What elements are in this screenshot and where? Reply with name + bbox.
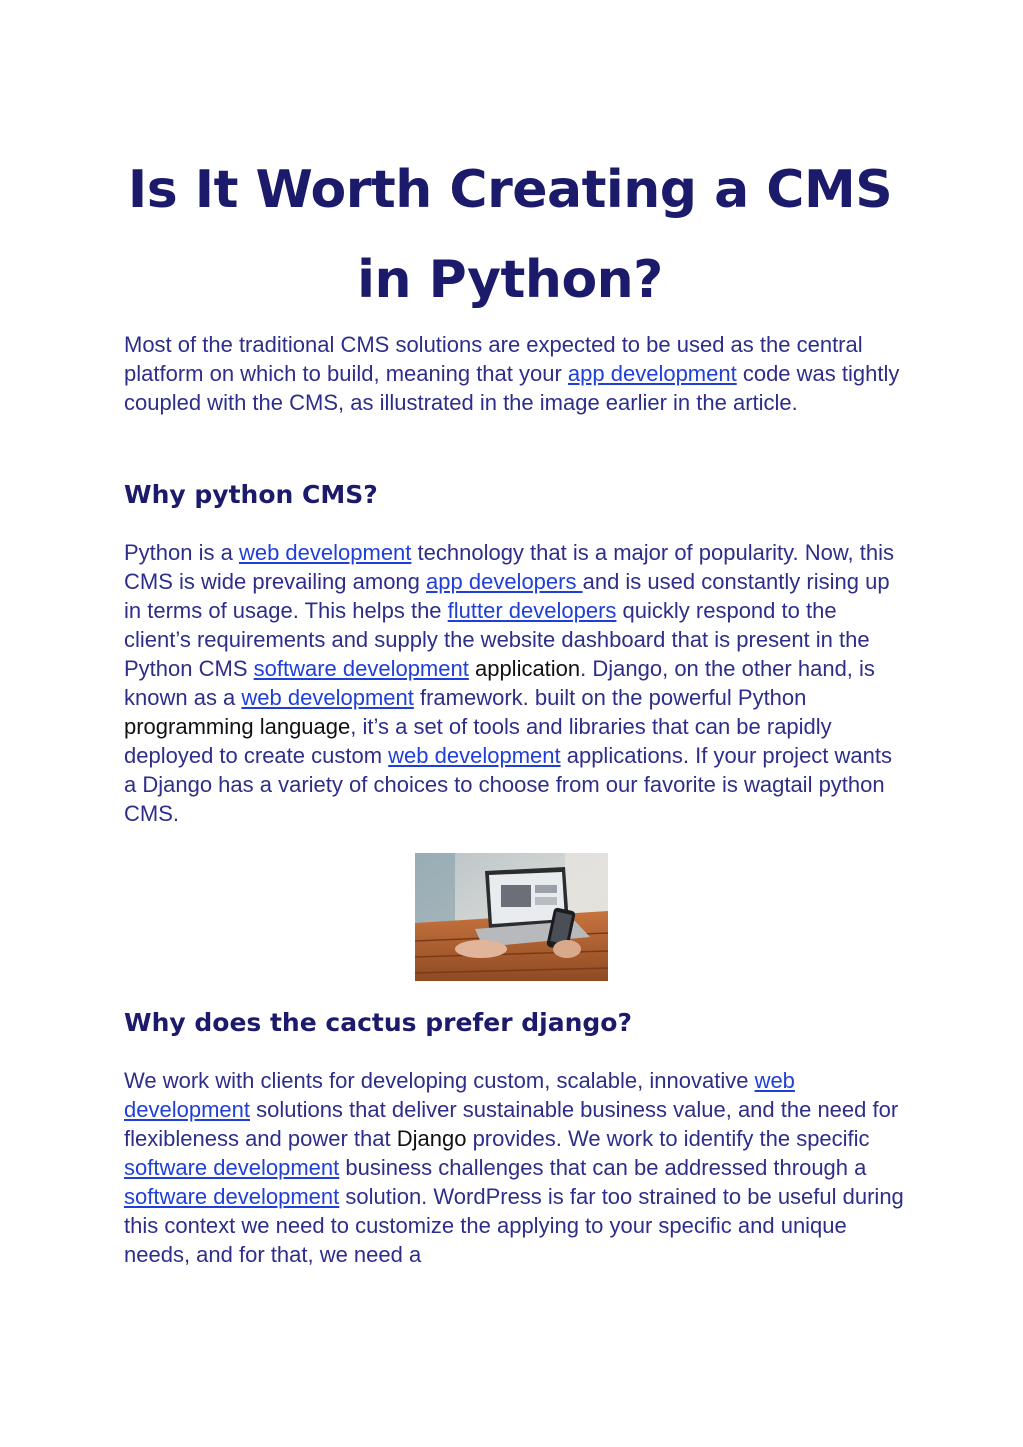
intro-text: code was tightly coupled with the CMS, as illustrated in the image earlier in the article. [124, 361, 900, 415]
paragraph-text: application [474, 656, 581, 681]
paragraph-text: We work with clients for developing custom, scalable, innovative [124, 1068, 755, 1093]
intro-paragraph [124, 330, 904, 417]
flutter-developers-link[interactable]: flutter developers [447, 598, 617, 623]
laptop-phone-photo-graphic [415, 853, 608, 981]
paragraph-text: applications. If your project wants a Django has a variety of choices to choose from our favorite is wagtail python CMS. [124, 743, 892, 826]
intro-text: Most of the traditional CMS solutions are expected to be used as the central platform on which to build, meaning that your [124, 332, 863, 386]
app-developers-link[interactable]: app developers [426, 569, 583, 594]
paragraph-text: and is used constantly rising up in terms of usage. This helps the [124, 569, 890, 623]
web-development-link[interactable]: web development [238, 540, 412, 565]
paragraph-text: framework. built on the powerful Python [413, 685, 807, 710]
web-development-link[interactable]: web development [124, 1068, 795, 1122]
paragraph-text: Python is a [124, 540, 239, 565]
paragraph-text: , it’s a set of tools and libraries that can be rapidly deployed to create custom [124, 714, 832, 768]
section1-paragraph [124, 538, 904, 828]
app-development-link[interactable]: app development [567, 361, 737, 386]
paragraph-text: solution. WordPress is far too strained to be useful during this context we need to customize the applying to your specific and unique needs, and for that, we need a [124, 1184, 904, 1267]
web-development-link[interactable]: web development [241, 685, 414, 710]
laptop-phone-photo [415, 853, 608, 981]
page-title: Is It Worth Creating a CMS in Python? [127, 160, 893, 310]
paragraph-text: quickly respond to the client’s requirements and supply the website dashboard that is present in the Python CMS [124, 598, 870, 681]
paragraph-text: programming language [124, 714, 351, 739]
paragraph-text: technology that is a major of popularity. Now, this CMS is wide prevailing among [124, 540, 895, 594]
software-development-link[interactable]: software development [124, 1155, 340, 1180]
web-development-link[interactable]: web development [388, 743, 561, 768]
software-development-link[interactable]: software development [253, 656, 469, 681]
paragraph-text: provides. We work to identify the specific [466, 1126, 870, 1151]
paragraph-text: Django [396, 1126, 467, 1151]
software-development-link[interactable]: software development [124, 1184, 340, 1209]
section-heading-why-python-cms: Why python CMS? [124, 480, 378, 509]
paragraph-text: . Django, on the other hand, is known as a [124, 656, 875, 710]
paragraph-text: solutions that deliver sustainable business value, and the need for flexibleness and power that [124, 1097, 899, 1151]
section-heading-why-django: Why does the cactus prefer django? [124, 1008, 632, 1037]
section2-paragraph [124, 1066, 904, 1269]
paragraph-text: business challenges that can be addressed through a [339, 1155, 867, 1180]
